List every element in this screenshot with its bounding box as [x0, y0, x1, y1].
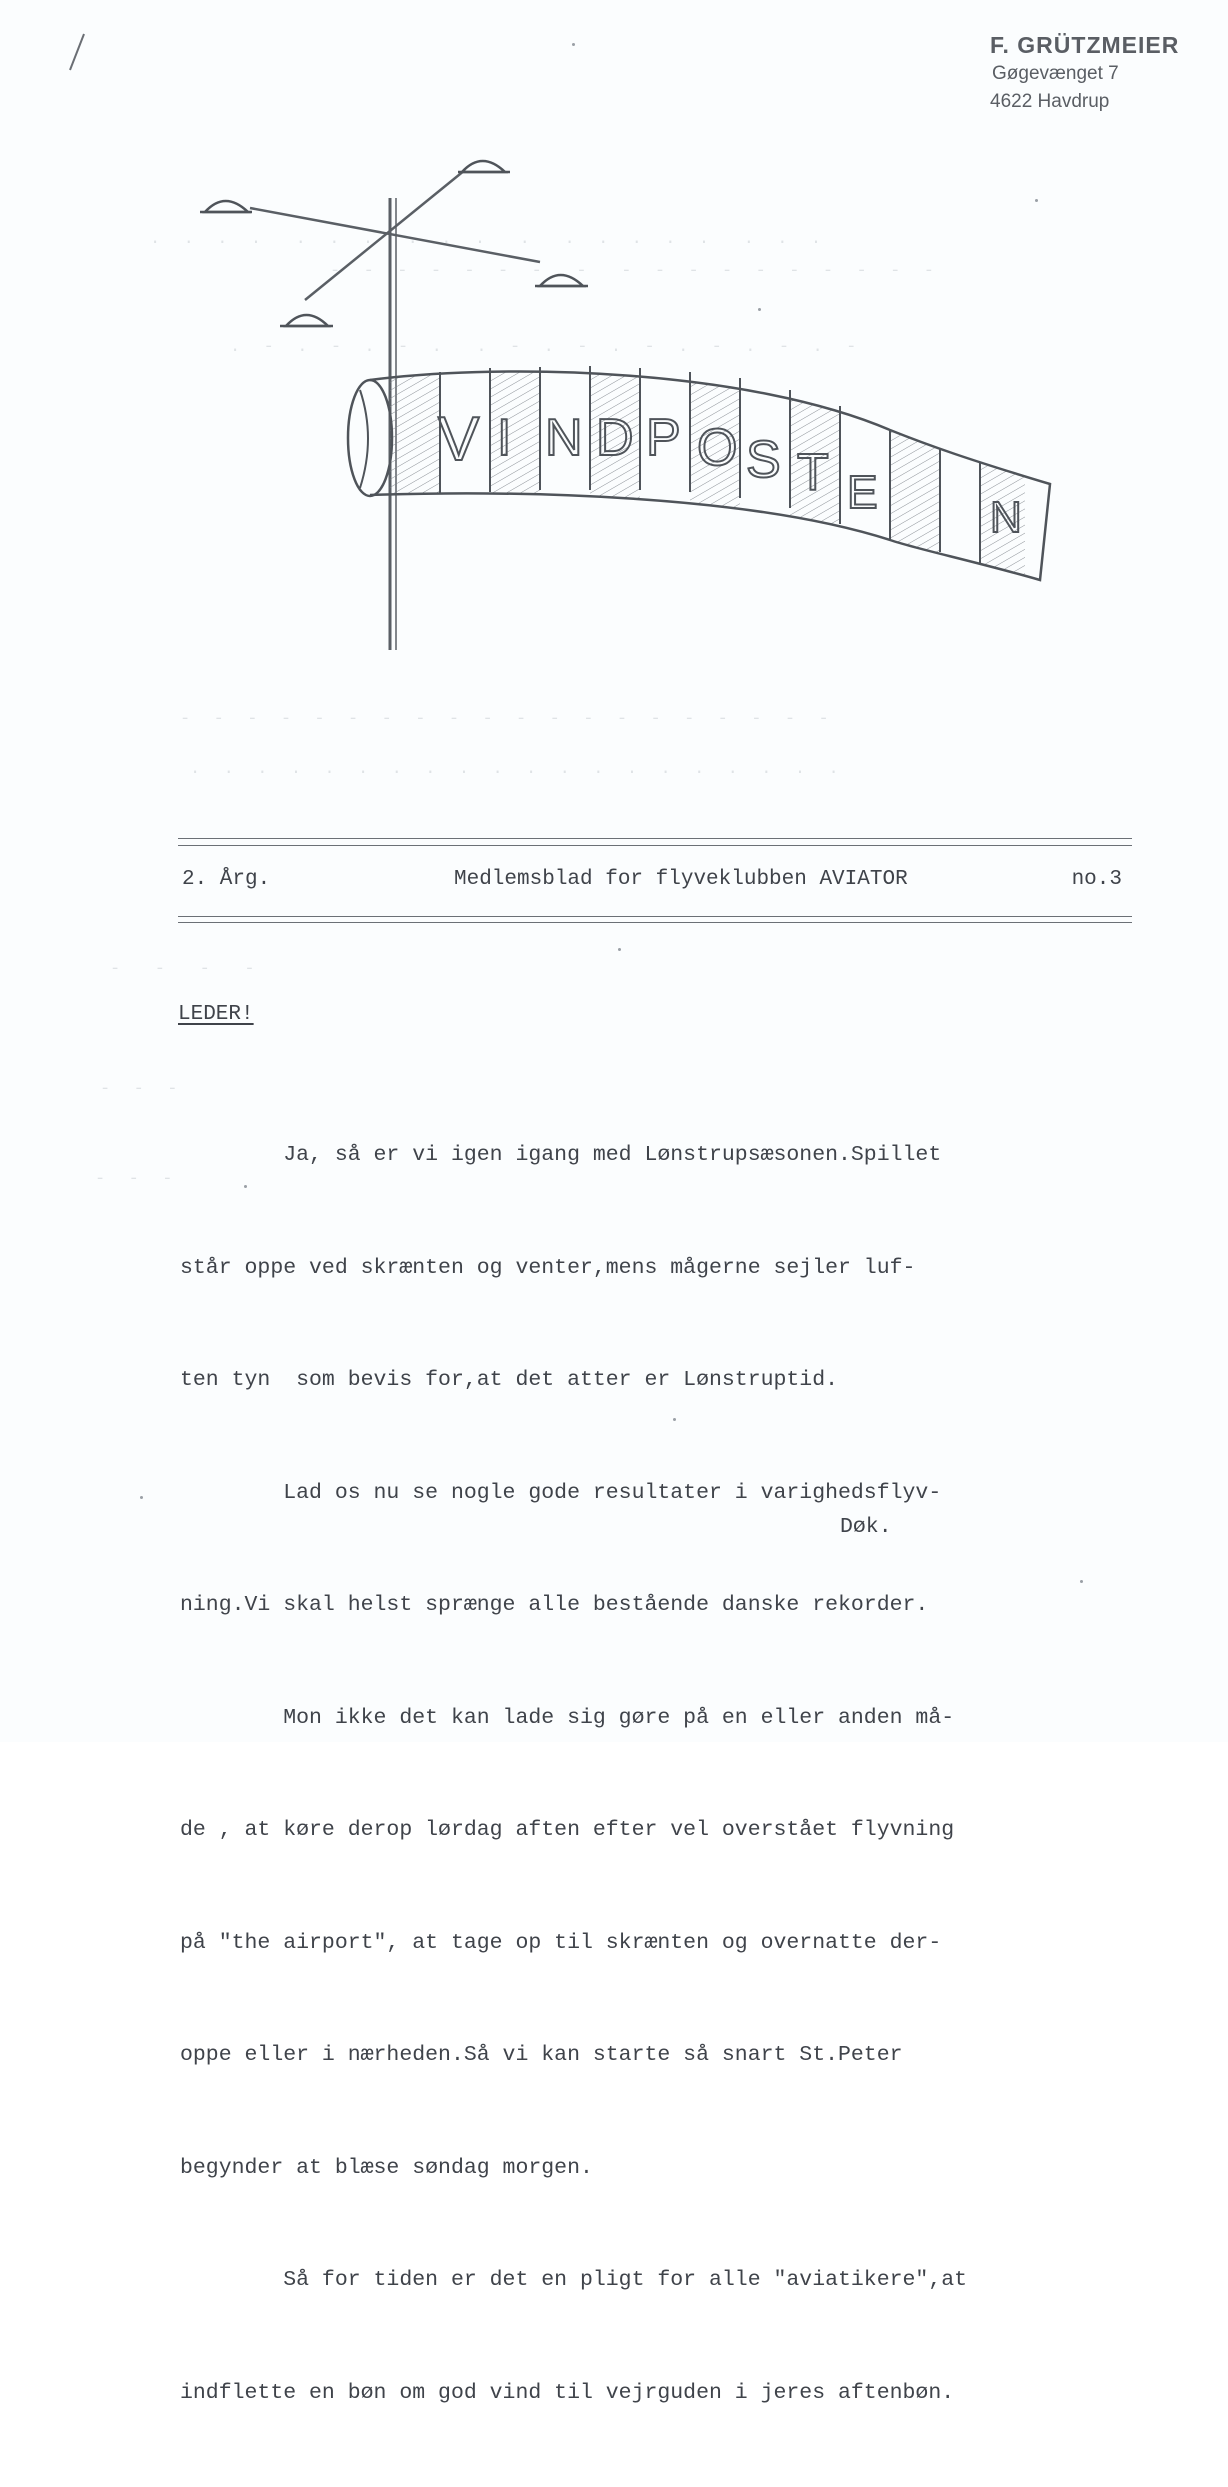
article-line: Mon ikke det kan lade sig gøre på en eller anden må-: [180, 1705, 955, 1730]
bleed-through-texture: - - - - - - - - - - - - - - - - - -: [330, 262, 935, 281]
bleed-through-texture: . . . . . . . . . . . . . . . . . . .: [150, 230, 823, 249]
logo-letter: S: [746, 431, 781, 489]
article-line: Ja, så er vi igen igang med Lønstrupsæsonen.Spillet: [180, 1143, 942, 1167]
paper-speck: [140, 1496, 143, 1499]
article-line: Lad os nu se nogle gode resultater i varighedsflyv-: [180, 1480, 942, 1505]
logo-letter: N: [545, 409, 583, 467]
bleed-through-texture: . - . - . - . . - . - . - . - . - . -: [230, 338, 858, 357]
article-signature: Døk.: [840, 1515, 892, 1539]
article-heading: LEDER!: [178, 1003, 254, 1026]
article-line: oppe eller i nærheden.Så vi kan starte så snart St.Peter: [180, 2043, 903, 2067]
article-line: på "the airport", at tage op til skrænten og overnatte der-: [180, 1930, 942, 1955]
article-line: begynder at blæse søndag morgen.: [180, 2155, 593, 2180]
logo-letter: E: [847, 466, 878, 518]
bleed-through-texture: . . . . . . . . . . . . . . . . . . . .: [190, 760, 840, 779]
logo-letter: V: [438, 405, 480, 474]
article-line: ten tyn som bevis for,at det atter er Lønstruptid.: [180, 1368, 839, 1392]
windsock-anemometer-icon: [190, 150, 1070, 670]
article-body: [180, 1062, 1120, 2487]
address-stamp: [990, 30, 1190, 116]
article-line: står oppe ved skrænten og venter,mens mågerne sejler luf-: [180, 1255, 916, 1280]
stamp-street: Gøgevænget 7: [992, 63, 1119, 84]
stamp-city: 4622 Havdrup: [990, 91, 1110, 112]
logo-letter: P: [646, 409, 681, 467]
stamp-name: F. GRÜTZMEIER: [990, 32, 1180, 58]
article-line: de , at køre derop lørdag aften efter vel overstået flyvning: [180, 1818, 955, 1842]
bleed-through-texture: - - -: [95, 1170, 174, 1189]
newsletter-subtitle: Medlemsblad for flyveklubben AVIATOR: [454, 868, 908, 891]
pencil-mark-icon: [62, 30, 92, 75]
masthead: [182, 868, 1122, 898]
paper-speck: [618, 948, 621, 951]
bleed-through-texture: - - - - - - - - - - - - - - - - - - - -: [180, 710, 830, 729]
logo-letter: O: [697, 419, 738, 477]
bleed-through-texture: - - - -: [110, 960, 256, 979]
masthead-top-rule-2: [178, 845, 1132, 846]
logo-letter: T: [797, 444, 829, 502]
paper-speck: [572, 43, 575, 46]
masthead-top-rule: [178, 838, 1132, 839]
volume-label: 2. Årg.: [182, 868, 271, 891]
article-line: ning.Vi skal helst sprænge alle bestående danske rekorder.: [180, 1593, 929, 1617]
issue-number: no.3: [1071, 868, 1122, 891]
bleed-through-texture: - - -: [100, 1080, 179, 1099]
logo-letter: N: [990, 493, 1022, 542]
masthead-bottom-rule: [178, 916, 1132, 917]
logo-letter: D: [596, 409, 634, 467]
article-line: indflette en bøn om god vind til vejrguden i jeres aftenbøn.: [180, 2380, 955, 2405]
article-line: Så for tiden er det en pligt for alle "aviatikere",at: [180, 2268, 968, 2292]
logo-letter: I: [497, 409, 512, 467]
masthead-bottom-rule-2: [178, 922, 1132, 923]
